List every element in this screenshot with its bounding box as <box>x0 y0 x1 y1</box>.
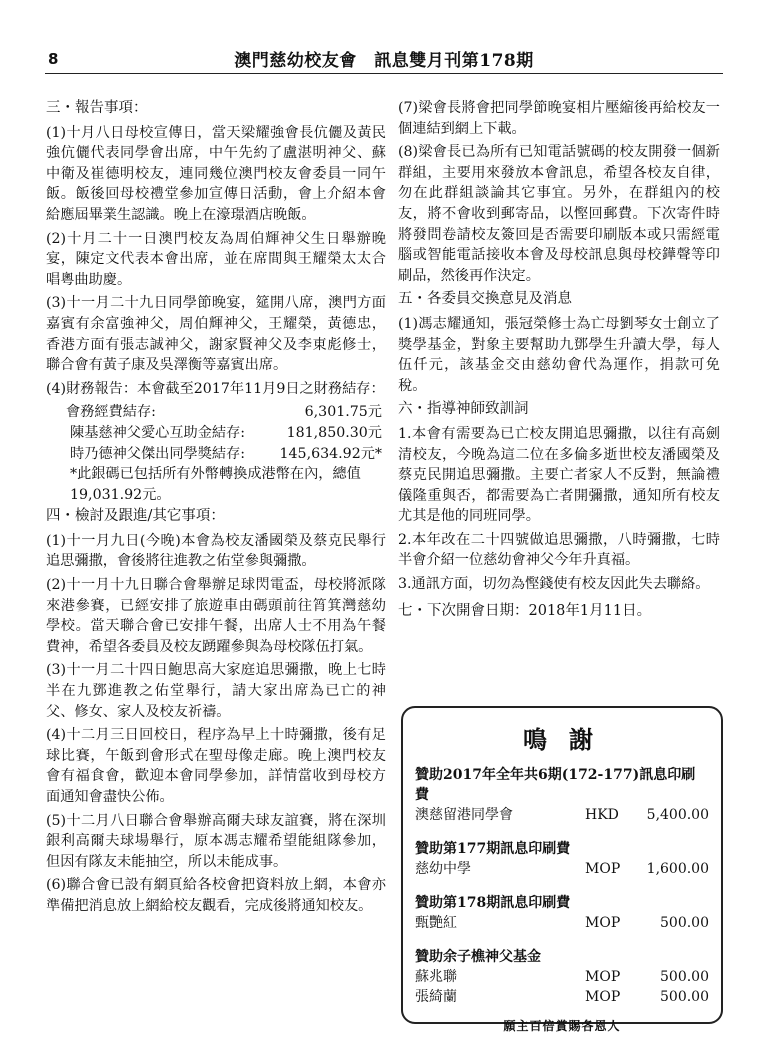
finance-label: 時乃德神父傑出同學獎結存: <box>70 445 246 462</box>
donor-amount: 500.00 <box>660 969 709 985</box>
followup-item-5: (5)十二月八日聯合會舉辦高爾夫球友誼賽，將在深圳銀利高爾夫球場舉行，原本馮志耀希望能組隊參加，但因有隊友未能抽空，所以未能成事。 <box>46 812 386 870</box>
sponsor-group-heading: 贊助2017年全年共6期(172-177)訊息印刷費 <box>415 767 696 803</box>
donor-name: 張綺蘭 <box>415 989 457 1005</box>
acknowledgement-box <box>401 706 723 1033</box>
acknowledgement-footer: 願主百倍賞賜各恩人 <box>503 1019 621 1033</box>
opinion-item-1: (1)馮志耀通知，張冠榮修士為亡母劉琴女士創立了獎學基金，對象主要幫助九鄧學生升讀大學，每人伍仟元，該基金交由慈幼會代為運作，捐款可免稅。 <box>398 315 720 394</box>
finance-label: 陳基慈神父愛心互助金結存: <box>70 424 246 441</box>
section-4-title: 四・檢討及跟進/其它事項： <box>46 508 225 525</box>
section-6-title: 六・指導神師致訓詞 <box>398 401 529 418</box>
report-item-4: (4)財務報告：本會截至2017年11月9日之財務結存： <box>46 380 385 397</box>
finance-table <box>46 402 386 505</box>
donor-name: 甄艷紅 <box>415 915 457 931</box>
followup-item-3: (3)十一月二十四日鮑思高大家庭追思彌撒，晚上七時半在九鄧進教之佑堂舉行，請大家出席為已亡的神父、修女、家人及校友祈禱。 <box>46 662 386 720</box>
header-divider <box>45 73 723 74</box>
finance-amount: 145,634.92元* <box>279 445 382 462</box>
sponsor-group-heading: 贊助余子樵神父基金 <box>415 949 541 965</box>
donor-currency: MOP <box>585 989 621 1005</box>
section-5-title: 五・各委員交換意見及消息 <box>398 291 572 308</box>
donor-currency: MOP <box>585 861 621 877</box>
page-number: 8 <box>48 50 59 68</box>
followup-item-6: (6)聯合會已設有網頁給各校會把資料放上網，本會亦準備把消息放上網給校友觀看，完成後將通知校友。 <box>46 877 386 914</box>
followup-item-8: (8)梁會長已為所有已知電話號碼的校友開發一個新群組，主要用來發放本會訊息，希望各校友自律，勿在此群組談論其它事宜。另外，在群組內的校友，將不會收到郵寄品，以慳回郵費。下次寄件時將發問卷請校友簽回是否需要印刷版本或只需經電腦或智能電話接收本會及母校訊息與母校鏵聲等印刷品，然後再作決定。 <box>398 144 720 284</box>
donor-row <box>415 859 709 879</box>
section-7-title: 七・下次開會日期：2018年1月11日。 <box>398 602 652 619</box>
sponsor-group-heading: 贊助第177期訊息印刷費 <box>415 841 571 857</box>
followup-item-4: (4)十二月三日回校日，程序為早上十時彌撒，後有足球比賽，午飯到會形式在聖母像走廊。晚上澳門校友會有福食會，歡迎本會同學參加，詳情當收到母校方面通知會盡快公佈。 <box>46 727 386 805</box>
donor-row <box>415 987 709 1007</box>
report-item-1: (1)十月八日母校宣傳日，當天梁耀強會長伉儷及黃民強伉儷代表同學會出席，中午先約了盧湛明神父、蘇中衛及崔德明校友，連同幾位澳門校友會委員一同午飯。飯後回母校禮堂參加宣傳日活動，會上介紹本會給應屆畢業生認識。晚上在濠璟酒店晚飯。 <box>46 124 386 223</box>
donor-currency: MOP <box>585 915 621 931</box>
left-column <box>46 98 386 920</box>
donor-row <box>415 805 709 825</box>
donor-currency: HKD <box>585 807 619 823</box>
finance-note: *此銀碼已包括所有外幣轉換成港幣在內，總值19,031.92元。 <box>70 466 361 503</box>
donor-amount: 500.00 <box>660 989 709 1005</box>
sponsor-group-heading: 贊助第178期訊息印刷費 <box>415 895 571 911</box>
followup-item-1: (1)十一月九日(今晚)本會為校友潘國榮及蔡克民舉行追思彌撒，會後將往進教之佑堂參與彌撒。 <box>46 532 386 570</box>
donor-amount: 1,600.00 <box>646 861 709 877</box>
donor-row <box>415 967 709 987</box>
finance-amount: 6,301.75元 <box>304 404 382 421</box>
followup-item-7: (7)梁會長將會把同學節晚宴相片壓縮後再給校友一個連結到網上下載。 <box>398 100 720 137</box>
donor-row <box>415 913 709 933</box>
report-item-2: (2)十月二十一日澳門校友為周伯輝神父生日舉辦晚宴，陳定文代表本會出席，並在席間與王耀榮太太合唱粵曲助慶。 <box>46 230 386 288</box>
finance-row <box>46 423 386 444</box>
acknowledgement-title: 鳴謝 <box>523 725 615 754</box>
right-column <box>398 98 720 625</box>
finance-label: 會務經費結存: <box>66 404 156 421</box>
donor-amount: 5,400.00 <box>646 807 709 823</box>
chaplain-item-3: 3.通訊方面，切勿為慳錢使有校友因此失去聯絡。 <box>398 576 710 593</box>
followup-item-2: (2)十一月十九日聯合會舉辦足球閃電盃，母校將派隊來港參賽，已經安排了旅遊車由碼頭前往筲箕灣慈幼學校。當天聯合會已安排午餐，出席人士不用為午餐費神，希望各委員及校友踴躍參與為母校隊伍打氣。 <box>46 577 386 655</box>
report-item-3: (3)十一月二十九日同學節晚宴，筵開八席，澳門方面嘉賓有余富強神父，周伯輝神父，王耀榮，黃德忠，香港方面有張志誠神父，謝家賢神父及李東彪修士，聯合會有黃子康及吳澤衡等嘉賓出席。 <box>46 295 386 374</box>
chaplain-item-2: 2.本年改在二十四號做追思彌撒，八時彌撒，七時半會介紹一位慈幼會神父今年升真福。 <box>398 531 720 569</box>
donor-currency: MOP <box>585 969 621 985</box>
donor-name: 蘇兆聯 <box>415 969 457 985</box>
donor-name: 澳慈留港同學會 <box>415 807 513 823</box>
finance-row <box>46 444 386 465</box>
donor-name: 慈幼中學 <box>415 861 471 877</box>
chaplain-item-1: 1.本會有需要為已亡校友開追思彌撒，以往有高劍清校友，今晚為這二位在多倫多逝世校友潘國榮及蔡克民開追思彌撒。主要亡者家人不反對，無論禮儀隆重與否，都需要為亡者開彌撒，通知所有校友尤其是他的同班同學。 <box>398 425 720 525</box>
finance-row <box>46 402 386 423</box>
donor-amount: 500.00 <box>660 915 709 931</box>
page-title: 澳門慈幼校友會 訊息雙月刊第178期 <box>234 51 534 71</box>
section-3-title: 三・報告事項： <box>46 100 148 116</box>
finance-amount: 181,850.30元 <box>286 424 382 441</box>
